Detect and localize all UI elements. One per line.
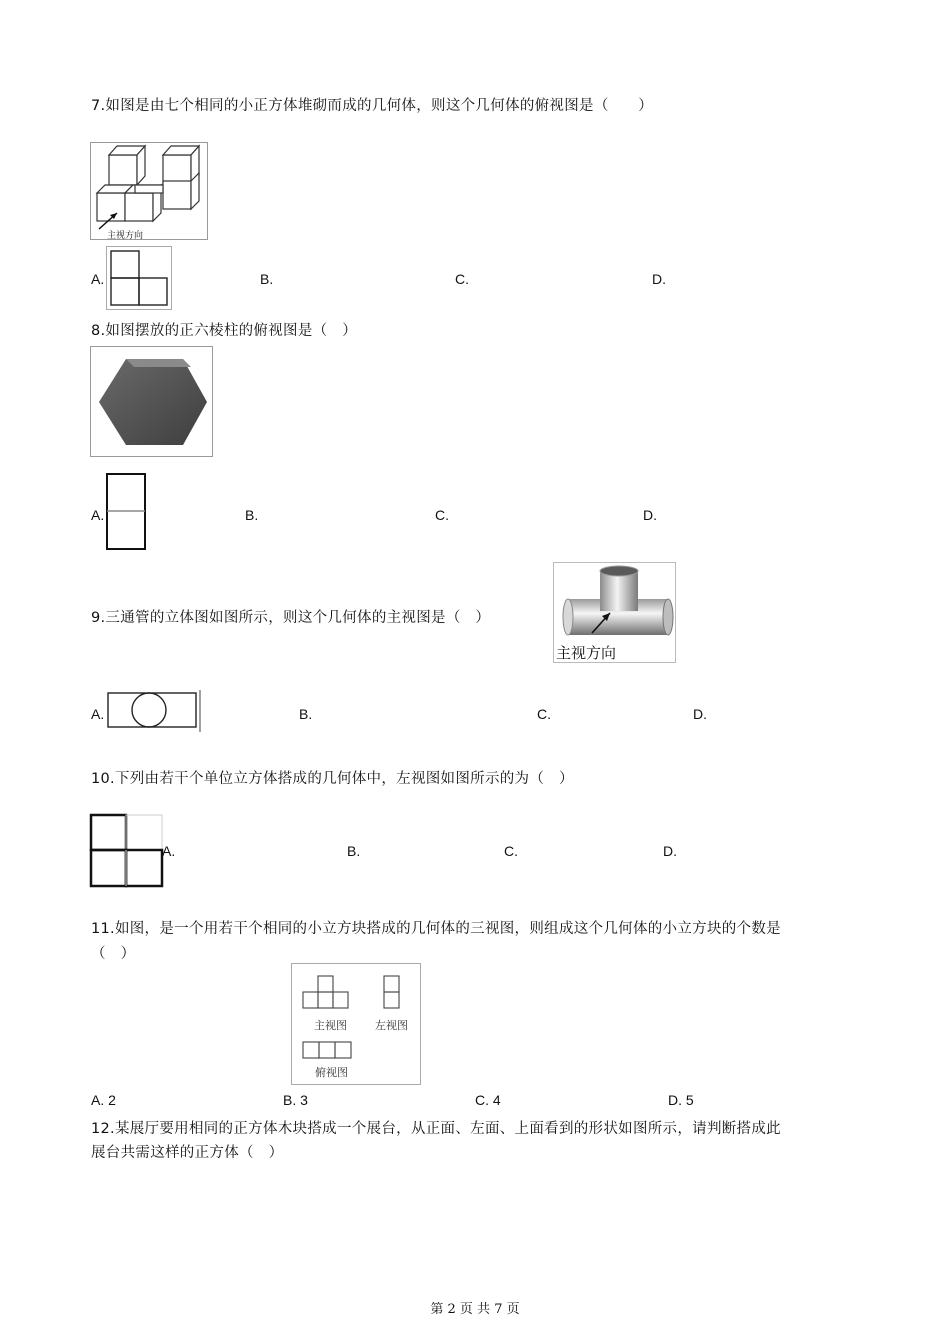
question-7-option-b: B. <box>260 271 274 287</box>
question-10-text: 10.下列由若干个单位立方体搭成的几何体中，左视图如图所示的为（ ） <box>91 771 574 787</box>
top-view-label: 俯视图 <box>315 1066 348 1079</box>
question-12-text-line1: 12.某展厅要用相同的正方体木块搭成一个展台，从正面、左面、上面看到的形状如图所示，请判断搭成此 <box>91 1121 781 1137</box>
question-12-text-line2: 展台共需这样的正方体（ ） <box>91 1145 284 1161</box>
question-7-option-a-figure <box>106 246 172 310</box>
question-11-text-line2: （ ） <box>91 946 136 962</box>
question-8-option-c: C. <box>435 507 449 523</box>
question-7-option-c: C. <box>455 271 469 287</box>
question-11-option-c: C. 4 <box>475 1092 501 1108</box>
question-10-option-b: B. <box>347 843 361 859</box>
question-8-text: 8.如图摆放的正六棱柱的俯视图是（ ） <box>91 323 358 339</box>
question-9-option-a-figure <box>106 690 202 732</box>
question-8-option-b: B. <box>245 507 259 523</box>
question-7-figure <box>90 142 208 240</box>
question-10-option-c: C. <box>504 843 518 859</box>
question-10-option-a: A. <box>162 843 176 859</box>
question-8-option-a: A. <box>91 507 105 523</box>
question-7-figure-caption: 主视方向 <box>107 231 144 239</box>
question-9-option-c: C. <box>537 706 551 722</box>
question-8-option-a-figure <box>106 473 146 550</box>
question-11-figure <box>291 963 421 1085</box>
question-9-option-b: B. <box>299 706 313 722</box>
question-11-text-line1: 11.如图，是一个用若干个相同的小立方块搭成的几何体的三视图，则组成这个几何体的小立方块的个数是 <box>91 921 781 937</box>
question-9-text: 9.三通管的立体图如图所示，则这个几何体的主视图是（ ） <box>91 610 491 626</box>
hexagonal-prism-image <box>91 347 212 456</box>
left-view-grid-icon <box>89 813 164 888</box>
question-10-figure <box>89 813 164 888</box>
cube-stack-figure <box>91 143 207 239</box>
question-10-option-d: D. <box>663 843 677 859</box>
question-9-figure-caption: 主视方向 <box>556 644 617 662</box>
left-view-label: 左视图 <box>375 1019 408 1032</box>
top-view-grid-icon <box>107 247 171 309</box>
question-11-option-d: D. 5 <box>668 1092 694 1108</box>
three-views-figure <box>292 964 420 1084</box>
question-7-option-a: A. <box>91 271 105 287</box>
question-8-figure <box>90 346 213 457</box>
question-11-option-b: B. 3 <box>283 1092 308 1108</box>
question-9-figure <box>553 562 676 663</box>
tee-pipe-image <box>554 563 675 662</box>
rectangle-with-circle-icon <box>106 690 202 732</box>
page-footer: 第 2 页 共 7 页 <box>430 1302 520 1317</box>
question-9-option-d: D. <box>693 706 707 722</box>
question-7-option-d: D. <box>652 271 666 287</box>
question-7-text: 7.如图是由七个相同的小正方体堆砌而成的几何体，则这个几何体的俯视图是（ ） <box>91 98 654 114</box>
question-8-option-d: D. <box>643 507 657 523</box>
question-9-option-a: A. <box>91 706 105 722</box>
front-view-label: 主视图 <box>314 1019 347 1032</box>
question-11-option-a: A. 2 <box>91 1092 116 1108</box>
two-rectangles-icon <box>106 473 146 550</box>
